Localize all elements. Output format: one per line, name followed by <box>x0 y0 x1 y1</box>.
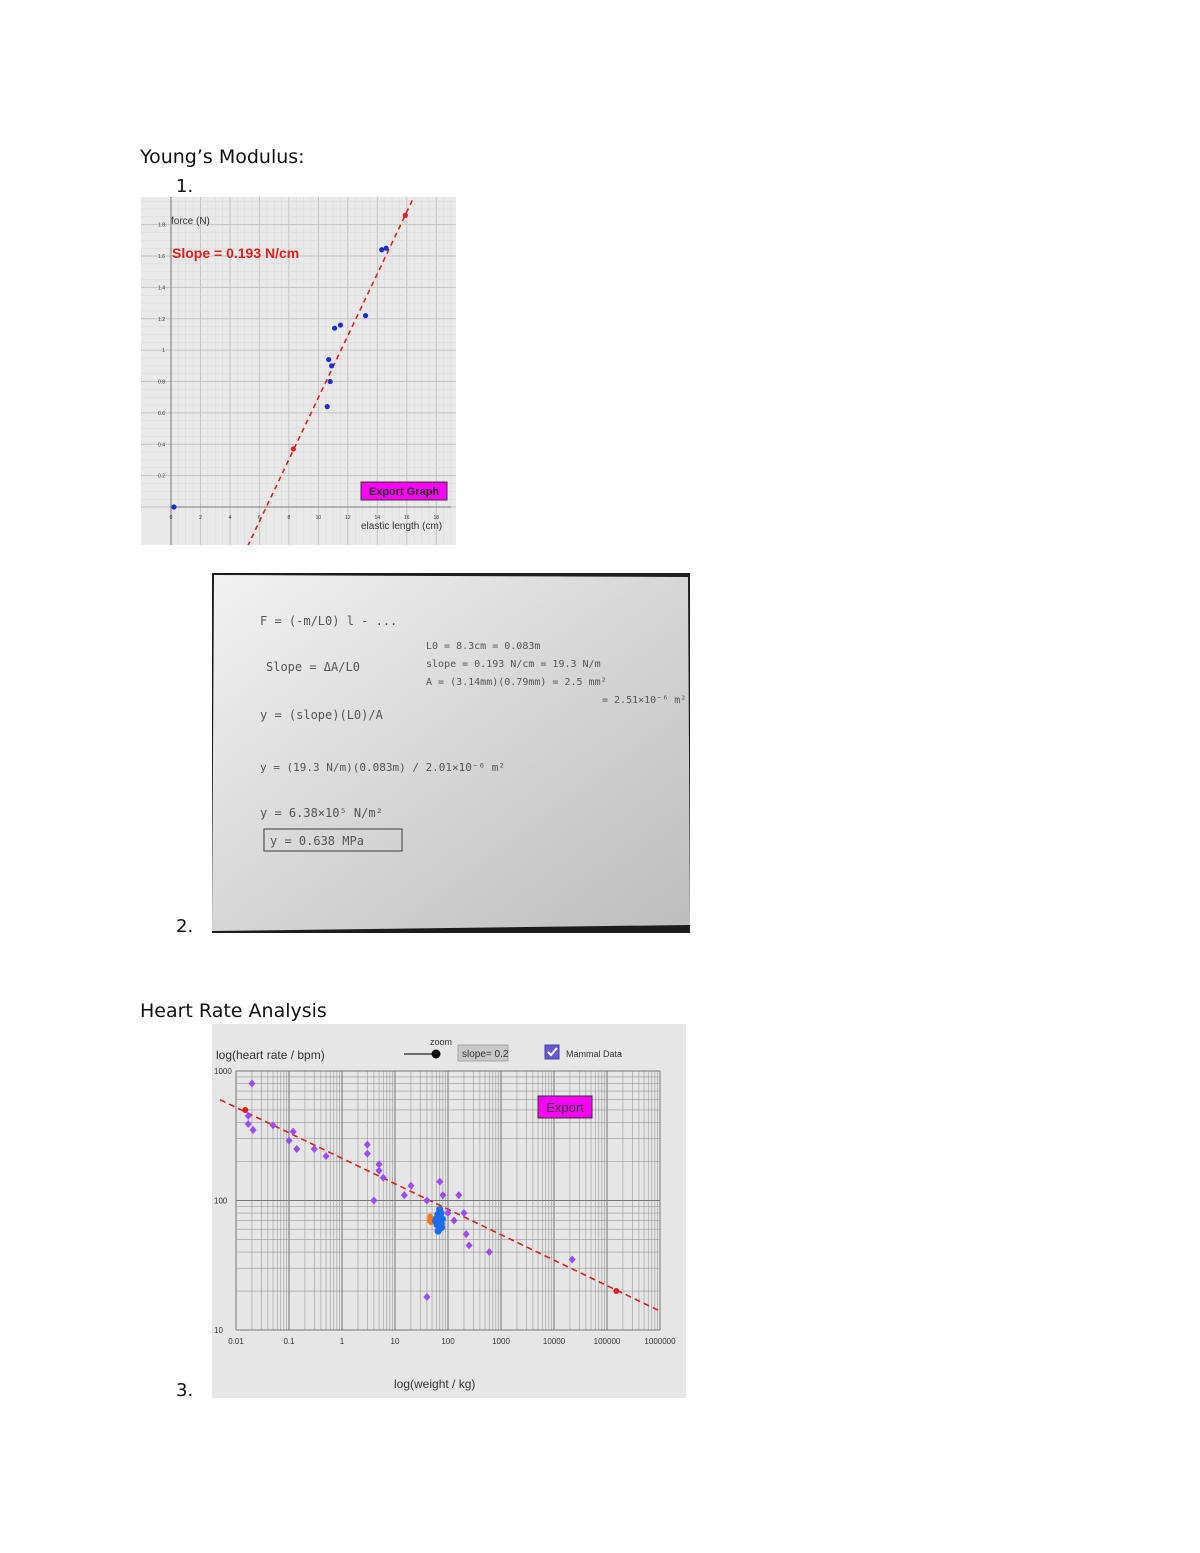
heart-rate-graph <box>212 1024 686 1398</box>
heart-rate-heading: Heart Rate Analysis <box>140 1000 327 1022</box>
measured-point <box>329 363 334 368</box>
handwriting-right-2: slope = 0.193 N/cm = 19.3 N/m <box>426 659 601 670</box>
mammal-data-label: Mammal Data <box>566 1049 623 1059</box>
x-axis-label: log(weight / kg) <box>394 1377 476 1391</box>
handwriting-right-1: L0 = 8.3cm = 0.083m <box>426 641 541 652</box>
measured-point <box>338 322 343 327</box>
y-tick-label: 1000 <box>214 1067 232 1076</box>
class-data-point <box>436 1206 443 1213</box>
x-tick-label: 1000000 <box>644 1337 676 1346</box>
x-tick-label: 10 <box>315 515 322 521</box>
export-button[interactable] <box>538 1096 592 1118</box>
mammal-data-point <box>455 1191 462 1199</box>
handwriting-line-5: y = 6.38×10⁵ N/m² <box>260 806 383 820</box>
y-tick-label: 0.2 <box>158 473 165 480</box>
x-tick-label: 1000 <box>492 1337 510 1346</box>
x-tick-label: 14 <box>374 515 381 521</box>
mammal-data-point <box>451 1217 458 1225</box>
zoom-slider[interactable] <box>404 1050 441 1059</box>
measured-point <box>328 379 333 384</box>
heart-rate-vs-weight-chart <box>212 1024 686 1398</box>
x-tick-label: 10000 <box>542 1337 566 1346</box>
mammal-data-point <box>250 1126 257 1134</box>
handwriting-right-4: = 2.51×10⁻⁶ m² <box>602 695 687 706</box>
mammal-data-point <box>245 1120 252 1128</box>
x-tick-label: 12 <box>345 515 351 521</box>
item-number-3: 3. <box>176 1380 194 1401</box>
x-axis-label: elastic length (cm) <box>361 521 443 532</box>
fit-endpoint <box>242 1107 248 1113</box>
fit-endpoint <box>291 446 296 451</box>
mammal-data-point <box>423 1293 430 1301</box>
x-tick-label: 16 <box>404 515 410 521</box>
x-tick-label: 6 <box>258 515 261 521</box>
fit-endpoint <box>613 1288 619 1294</box>
measured-point <box>171 504 176 509</box>
class-data-point <box>432 1217 439 1224</box>
y-tick-label: 100 <box>214 1196 228 1206</box>
paper-sheet <box>212 575 690 931</box>
mammal-data-checkbox[interactable] <box>545 1045 622 1059</box>
measured-point <box>384 246 389 251</box>
mammal-data-point <box>376 1167 383 1175</box>
y-tick-label: 10 <box>214 1326 223 1335</box>
mammal-data-point <box>364 1141 371 1149</box>
zoom-label: zoom <box>430 1037 453 1047</box>
item-number-1: 1. <box>176 176 194 197</box>
class-data-point <box>435 1228 442 1235</box>
y-tick-label: 1.2 <box>158 316 165 323</box>
mammal-data-point <box>245 1112 252 1120</box>
x-tick-label: 0 <box>169 515 173 521</box>
mammal-data-point <box>407 1182 414 1190</box>
slope-readout-text: slope= 0.2 <box>462 1049 509 1060</box>
slope-label: Slope = 0.193 N/cm <box>172 245 300 261</box>
x-tick-label: 18 <box>433 515 440 521</box>
handwriting-line-1: F = (-m/L0) l - ... <box>260 614 398 628</box>
youngs-modulus-heading: Young’s Modulus: <box>140 146 305 168</box>
y-tick-label: 1.6 <box>158 254 165 261</box>
y-axis-label: log(heart rate / bpm) <box>216 1048 325 1062</box>
y-tick-label: 1.8 <box>158 222 165 229</box>
measured-point <box>325 404 330 409</box>
y-tick-label: 1 <box>162 348 165 355</box>
y-tick-label: 0.6 <box>158 410 165 417</box>
y-tick-label: 0.4 <box>158 442 165 449</box>
x-tick-label: 2 <box>199 515 202 521</box>
class-data-point <box>438 1220 445 1227</box>
y-axis-label: force (N) <box>171 216 210 227</box>
fit-endpoint <box>403 213 408 218</box>
x-tick-label: 0.1 <box>283 1337 295 1346</box>
export-graph-button[interactable] <box>361 482 447 500</box>
youngs-modulus-graph <box>141 197 456 545</box>
mammal-data-point <box>248 1080 255 1088</box>
handwriting-line-2: Slope = ΔA/L0 <box>266 660 360 674</box>
mammal-data-point <box>466 1241 473 1249</box>
item-number-2: 2. <box>176 916 194 937</box>
x-tick-label: 100 <box>441 1337 455 1346</box>
mammal-data-point <box>293 1145 300 1153</box>
x-tick-label: 0.01 <box>228 1337 244 1346</box>
handwriting-line-6: y = 0.638 MPa <box>270 834 364 848</box>
y-tick-label: 1.4 <box>158 285 165 292</box>
force-vs-length-chart <box>141 197 456 545</box>
mammal-data-point <box>460 1209 467 1217</box>
handwriting-line-4: y = (19.3 N/m)(0.083m) / 2.01×10⁻⁶ m² <box>260 761 506 774</box>
mammal-data-point <box>423 1197 430 1205</box>
x-tick-label: 4 <box>228 515 232 521</box>
measured-point <box>363 313 368 318</box>
x-tick-label: 8 <box>287 515 291 521</box>
mammal-data-point <box>436 1178 443 1186</box>
zoom-slider-handle[interactable] <box>432 1050 441 1059</box>
export-label: Export <box>546 1100 584 1115</box>
handwritten-calculation-photo <box>212 573 690 933</box>
mammal-data-point <box>290 1128 297 1136</box>
x-tick-label: 100000 <box>593 1337 621 1346</box>
slope-readout <box>458 1045 509 1061</box>
y-tick-label: 0.8 <box>158 379 165 386</box>
handwriting-line-3: y = (slope)(L0)/A <box>260 708 383 722</box>
export-graph-label: Export Graph <box>368 486 440 498</box>
mammal-data-point <box>364 1150 371 1158</box>
mammal-data-point <box>311 1145 318 1153</box>
mammal-data-point <box>401 1191 408 1199</box>
mammal-data-point <box>370 1197 377 1205</box>
mammal-data-point <box>486 1248 493 1256</box>
handwriting-right-3: A = (3.14mm)(0.79mm) = 2.5 mm² <box>426 677 607 688</box>
x-tick-label: 10 <box>390 1337 400 1346</box>
measured-point <box>332 326 337 331</box>
mammal-data-point <box>380 1174 387 1182</box>
measured-point <box>326 357 331 362</box>
measured-point <box>379 247 384 252</box>
mammal-data-point <box>323 1152 330 1160</box>
x-tick-label: 1 <box>339 1337 345 1346</box>
